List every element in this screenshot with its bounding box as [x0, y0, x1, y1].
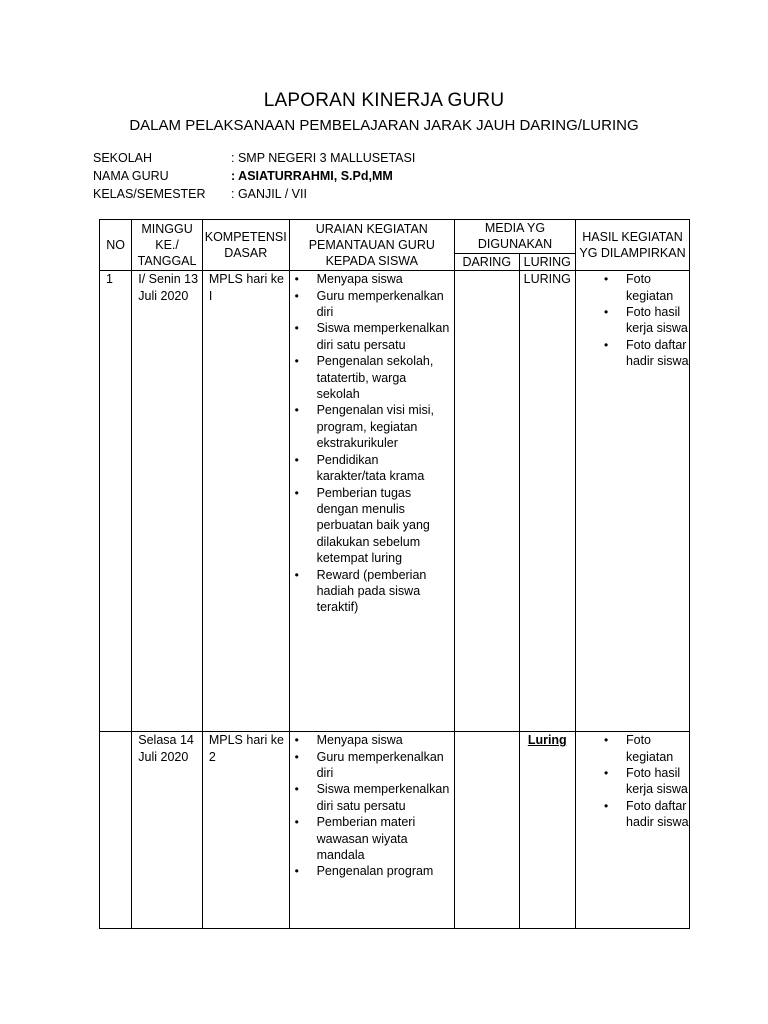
result-item: • Foto daftar hadir siswa	[573, 798, 689, 831]
report-title: LAPORAN KINERJA GURU	[263, 90, 505, 111]
header-no: NO	[100, 220, 132, 271]
activity-item: • Reward (pemberian hadiah pada siswa teraktif)	[264, 567, 450, 616]
table-row	[100, 732, 690, 929]
row-daring	[454, 271, 519, 732]
info-row-teacher	[93, 167, 415, 185]
row-activities	[289, 271, 454, 732]
row-activities	[289, 732, 454, 929]
activity-item: • Guru memperkenalkan diri	[264, 288, 450, 321]
activity-item: • Menyapa siswa	[264, 271, 450, 287]
activity-item: • Pemberian tugas dengan menulis perbuatan baik yang dilakukan sebelum ketempat luring	[264, 485, 450, 567]
header-result: HASIL KEGIATAN YG DILAMPIRKAN	[576, 220, 690, 271]
row-luring: Luring	[519, 732, 575, 929]
activity-item: • Siswa memperkenalkan diri satu persatu	[264, 320, 450, 353]
activity-item: • Pengenalan visi misi, program, kegiatan ekstrakurikuler	[264, 402, 450, 451]
header-media: MEDIA YG DIGUNAKAN	[454, 220, 575, 254]
header-kd: KOMPETENSI DASAR	[202, 220, 289, 271]
table-row	[100, 271, 690, 732]
header-luring: LURING	[519, 253, 575, 270]
row-luring: LURING	[519, 271, 575, 732]
row-daring	[454, 732, 519, 929]
header-week: MINGGU KE./ TANGGAL	[132, 220, 203, 271]
activity-item: • Pendidikan karakter/tata krama	[264, 452, 450, 485]
result-item: • Foto hasil kerja siswa	[573, 765, 689, 798]
info-value: : ASIATURRAHMI, S.Pd,MM	[231, 169, 393, 183]
row-results	[576, 732, 690, 929]
row-results	[576, 271, 690, 732]
info-label: SEKOLAH	[93, 151, 153, 165]
result-item: • Foto kegiatan	[573, 732, 689, 765]
result-item: • Foto kegiatan	[573, 271, 689, 304]
activity-item: • Menyapa siswa	[264, 732, 450, 748]
activity-item: • Guru memperkenalkan diri	[264, 749, 450, 782]
info-row-school	[93, 149, 415, 167]
info-label: NAMA GURU	[93, 169, 169, 183]
info-row-class	[93, 185, 415, 203]
row-week: I/ Senin 13 Juli 2020	[132, 271, 203, 732]
report-subtitle: DALAM PELAKSANAAN PEMBELAJARAN JARAK JAUH DARING/LURING	[129, 117, 639, 134]
activity-item: • Siswa memperkenalkan diri satu persatu	[264, 781, 450, 814]
activity-item: • Pengenalan sekolah, tatatertib, warga sekolah	[264, 353, 450, 402]
info-value: : SMP NEGERI 3 MALLUSETASI	[231, 151, 416, 165]
result-item: • Foto hasil kerja siswa	[573, 304, 689, 337]
row-week: Selasa 14 Juli 2020	[132, 732, 203, 929]
info-label: KELAS/SEMESTER	[93, 187, 206, 201]
activity-item: • Pemberian materi wawasan wiyata mandala	[264, 814, 450, 863]
result-item: • Foto daftar hadir siswa	[573, 337, 689, 370]
teacher-info	[93, 149, 415, 203]
activity-item: • Pengenalan program	[264, 863, 450, 879]
row-kd: MPLS hari ke 2	[202, 732, 289, 929]
header-daring: DARING	[454, 253, 519, 270]
row-number: 1	[100, 271, 132, 732]
row-kd: MPLS hari ke I	[202, 271, 289, 732]
report-table	[99, 219, 690, 929]
header-activity: URAIAN KEGIATAN PEMANTAUAN GURU KEPADA SISWA	[289, 220, 454, 271]
row-number	[100, 732, 132, 929]
info-value: : GANJIL / VII	[231, 187, 307, 201]
